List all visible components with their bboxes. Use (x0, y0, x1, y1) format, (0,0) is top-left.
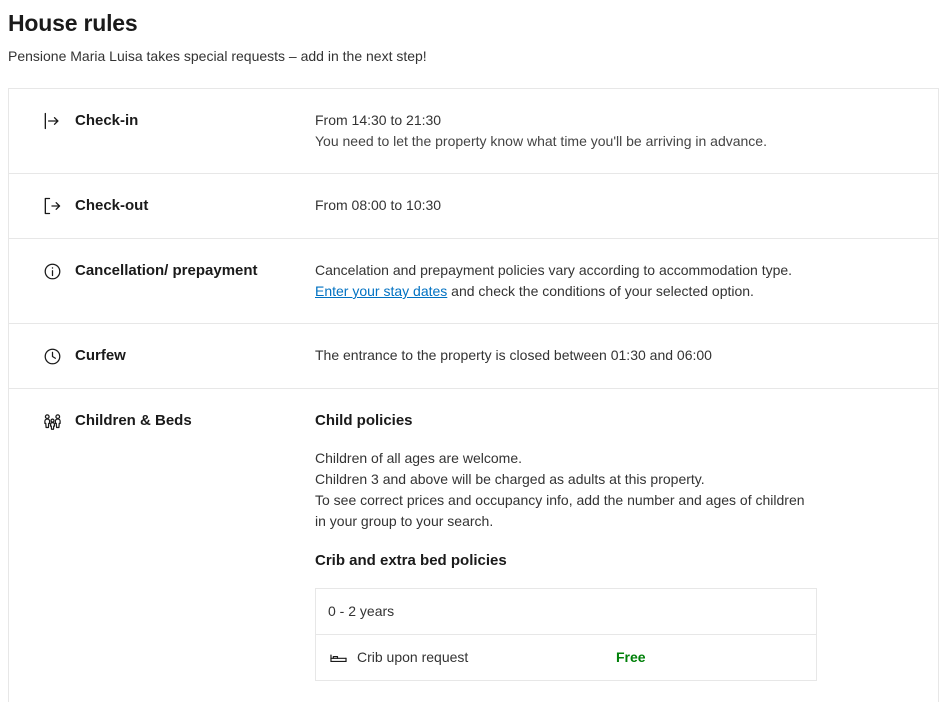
rule-row-check-out (9, 174, 938, 239)
child-policy-2: Children 3 and above will be charged as adults at this property. (315, 471, 705, 487)
check-in-arrow-icon (41, 110, 63, 132)
rule-title-check-out: Check-out (75, 197, 149, 214)
rule-row-check-in (9, 89, 938, 174)
check-in-note: You need to let the property know what time you'll be arriving in advance. (315, 133, 767, 149)
cancellation-policy-line2 (315, 281, 914, 302)
rule-content-curfew (315, 345, 938, 366)
check-out-arrow-icon (41, 195, 63, 217)
rule-label-check-in (9, 110, 315, 132)
rule-label-cancellation (9, 260, 315, 282)
rule-label-children-beds (9, 410, 315, 432)
rule-title-cancellation: Cancellation/ prepayment (75, 262, 258, 279)
enter-stay-dates-link[interactable]: Enter your stay dates (315, 283, 448, 299)
page-subtitle: Pensione Maria Luisa takes special requests – add in the next step! (8, 48, 427, 64)
house-rules-card (8, 88, 939, 702)
child-policy-3: To see correct prices and occupancy info, add the number and ages of children in your group to your search. (315, 492, 805, 529)
curfew-text: The entrance to the property is closed between 01:30 and 06:00 (315, 347, 712, 363)
rule-content-children-beds (315, 410, 938, 681)
child-policies-heading: Child policies (315, 412, 413, 429)
crib-age-range: 0 - 2 years (316, 589, 817, 635)
rule-row-cancellation (9, 239, 938, 324)
children-icon (41, 410, 63, 432)
cancellation-policy-text: Cancelation and prepayment policies vary according to accommodation type. (315, 262, 793, 278)
table-row (316, 635, 817, 681)
check-in-time: From 14:30 to 21:30 (315, 112, 442, 128)
rule-content-check-out (315, 195, 938, 216)
info-circle-icon (41, 260, 63, 282)
crib-item-cell (316, 635, 577, 681)
rule-title-children-beds: Children & Beds (75, 412, 192, 429)
clock-icon (41, 345, 63, 367)
crib-age-row (316, 589, 817, 635)
cancellation-policy-tail: and check the conditions of your selected option. (447, 283, 754, 299)
rule-label-curfew (9, 345, 315, 367)
page-title: House rules (8, 10, 138, 36)
rule-content-check-in (315, 110, 938, 152)
page-header (0, 0, 940, 66)
rule-row-curfew (9, 324, 938, 389)
child-policy-1: Children of all ages are welcome. (315, 450, 522, 466)
crib-icon (328, 648, 348, 668)
rule-content-cancellation (315, 260, 938, 302)
crib-price-cell (576, 635, 817, 681)
crib-policies-heading: Crib and extra bed policies (315, 552, 507, 569)
crib-item-label: Crib upon request (357, 649, 469, 665)
rule-title-curfew: Curfew (75, 347, 126, 364)
check-out-time: From 08:00 to 10:30 (315, 197, 442, 213)
rule-label-check-out (9, 195, 315, 217)
rule-title-check-in: Check-in (75, 112, 139, 129)
crib-price: Free (616, 649, 646, 665)
crib-policies-table (315, 588, 817, 681)
rule-row-children-beds (9, 389, 938, 702)
